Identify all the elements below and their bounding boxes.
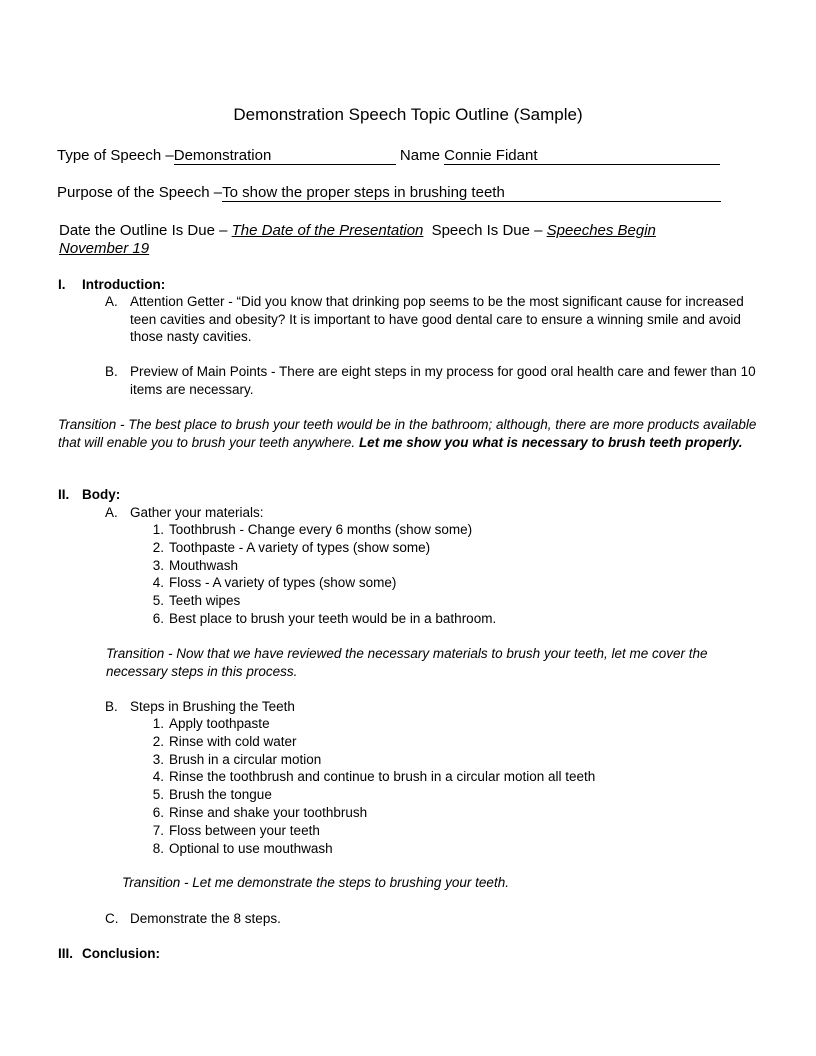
transition-1-bold: Let me show you what is necessary to brush teeth properly.: [358, 434, 743, 450]
section-title: Conclusion:: [82, 946, 160, 961]
list-item: 3. Mouthwash: [152, 557, 239, 573]
body-item-b-text: Steps in Brushing the Teeth: [130, 699, 295, 714]
list-item: 1. Apply toothpaste: [152, 716, 270, 731]
date-line: [59, 222, 656, 240]
section-body-heading: [58, 486, 121, 504]
list-item: 2. Toothpaste - A variety of types (show some): [152, 539, 431, 555]
speech-due-value: Speeches Begin: [546, 222, 656, 239]
intro-item-a-text: Attention Getter - “Did you know that drinking pop seems to be the most significant cause for increased teen cavities and obesity? It is important to have good dental care to ensure a winning smile and avoid those nasty cavities.: [130, 294, 744, 344]
speech-due-label: Speech Is Due –: [431, 222, 543, 239]
transition-1: [58, 416, 768, 451]
list-item: 4. Rinse the toothbrush and continue to brush in a circular motion all teeth: [152, 769, 596, 785]
section-title: Body:: [82, 487, 121, 502]
section-numeral: I.: [58, 277, 66, 292]
date-value: The Date of the Presentation: [231, 222, 424, 239]
type-value: Demonstration: [174, 148, 396, 165]
name-label: Name: [399, 147, 440, 164]
purpose-value: To show the proper steps in brushing teeth: [222, 185, 721, 202]
transition-1-italic: Transition - The best place to brush your teeth would be in the bathroom; although, there are more products available that will enable you to brush your teeth anywhere.: [58, 417, 757, 450]
list-item: 3. Brush in a circular motion: [152, 751, 322, 767]
page-title: Demonstration Speech Topic Outline (Sample): [233, 105, 583, 124]
list-item: 6. Rinse and shake your toothbrush: [152, 804, 368, 820]
section-numeral: III.: [58, 946, 74, 961]
section-conclusion-heading: [58, 945, 160, 963]
list-item: 8. Optional to use mouthwash: [152, 840, 333, 856]
date-label: Date the Outline Is Due –: [59, 222, 228, 239]
intro-item-b-letter: B.: [105, 364, 118, 379]
intro-item-b-text: Preview of Main Points - There are eight steps in my process for good oral health care and fewer than 10 items are necessary.: [130, 364, 756, 397]
name-value: Connie Fidant: [444, 148, 720, 165]
list-item: 4. Floss - A variety of types (show some): [152, 575, 397, 591]
transition-3: Transition - Let me demonstrate the steps to brushing your teeth.: [122, 875, 509, 890]
purpose-label: Purpose of the Speech –: [57, 184, 223, 201]
section-title: Introduction:: [82, 277, 166, 292]
list-item: 2. Rinse with cold water: [152, 733, 297, 749]
body-item-c-letter: C.: [105, 911, 119, 926]
steps-list: [144, 715, 595, 857]
purpose-line: [57, 184, 721, 202]
intro-item-a-letter: A.: [105, 294, 118, 309]
list-item: 5. Teeth wipes: [152, 593, 241, 609]
materials-list: [144, 521, 496, 628]
list-item: 5. Brush the tongue: [152, 787, 272, 803]
list-item: 7. Floss between your teeth: [152, 822, 320, 838]
section-introduction-heading: [58, 276, 166, 294]
body-item-a-letter: A.: [105, 505, 118, 520]
list-item: 1. Toothbrush - Change every 6 months (show some): [152, 522, 473, 537]
type-of-speech-line: [57, 147, 720, 165]
body-item-b-letter: B.: [105, 699, 118, 714]
speech-due-value-cont: November 19: [59, 240, 150, 257]
body-item-a-text: Gather your materials:: [130, 505, 264, 520]
body-item-c-text: Demonstrate the 8 steps.: [130, 911, 281, 926]
section-numeral: II.: [58, 487, 70, 502]
transition-2: Transition - Now that we have reviewed the necessary materials to brush your teeth, let me cover the necessary steps in this process.: [106, 646, 708, 679]
list-item: 6. Best place to brush your teeth would be in a bathroom.: [152, 610, 497, 626]
type-label: Type of Speech –: [57, 147, 174, 164]
